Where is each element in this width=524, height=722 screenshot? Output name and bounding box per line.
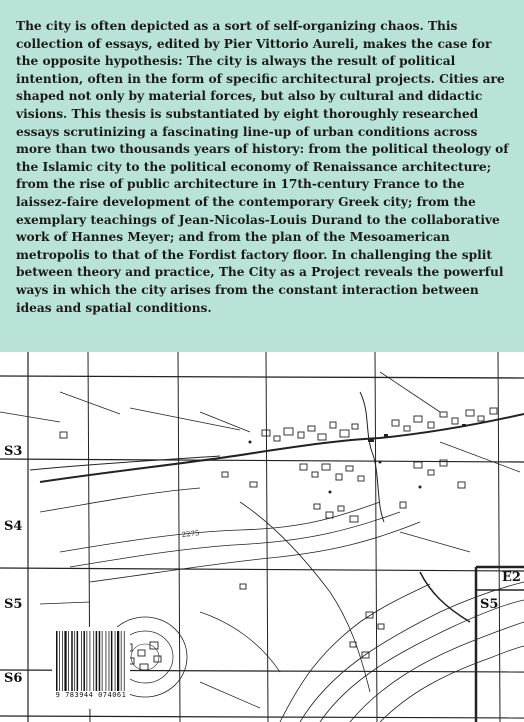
barcode-bar [59,631,60,691]
barcode-bar [111,631,113,691]
barcode-bar [124,631,125,691]
barcode-bar [81,631,82,691]
barcode-bar [90,631,91,691]
barcode-bar [56,631,58,691]
barcode-bar [96,631,98,691]
grid-label-s3: S3 [4,444,23,459]
blurb-panel [0,0,524,352]
barcode-bar [121,631,122,691]
grid-label-s6: S6 [4,671,23,686]
barcode-bar [109,631,110,691]
barcode-bar [71,631,73,691]
blurb-text: The city is often depicted as a sort of self-organizing chaos. This collection of essays, edited by Pier Vittorio Aureli, makes the case for the opposite hypothesis: The city is always the result of political intention, often in the form of specific architectural projects. Cities are shaped not only by material forces, but also by cultural and didactic visions. This thesis is substantiated by eight thoroughly researched essays scrutinizing a fascinating line-up of urban conditions across more than two thousands years of history: from the political theology of the Islamic city to the political economy of Renaissance architecture; from the rise of public architecture in 17th-century France to the laissez-faire development of the contemporary Greek city; from the exemplary teachings of Jean-Nicolas-Louis Durand to the collaborative work of Hannes Meyer; and from the plan of the Mesoamerican metropolis to that of the Fordist factory floor. In challenging the split between theory and practice, The City as a Project reveals the powerful ways in which the city arises from the constant interaction between ideas and spatial conditions. [16,19,509,315]
barcode [52,627,130,709]
barcode-bar [83,631,85,691]
barcode-bar [117,631,119,691]
barcode-bar [77,631,79,691]
barcode-bar [64,631,66,691]
isbn-number: 9 783944 074061 [55,691,127,699]
barcode-bar [87,631,88,691]
barcode-bar [62,631,63,691]
grid-label-s4: S4 [4,519,23,534]
inset-label-s5: S5 [480,597,499,612]
barcode-bar [106,631,107,691]
barcode-bars [56,631,126,691]
barcode-bar [115,631,116,691]
barcode-bar [93,631,94,691]
contour-label: 2275 [181,529,200,539]
barcode-bar [99,631,101,691]
barcode-bar [74,631,75,691]
barcode-bar [68,631,69,691]
inset-label-e2: E2 [502,570,521,585]
grid-label-s5: S5 [4,597,23,612]
barcode-bar [102,631,103,691]
